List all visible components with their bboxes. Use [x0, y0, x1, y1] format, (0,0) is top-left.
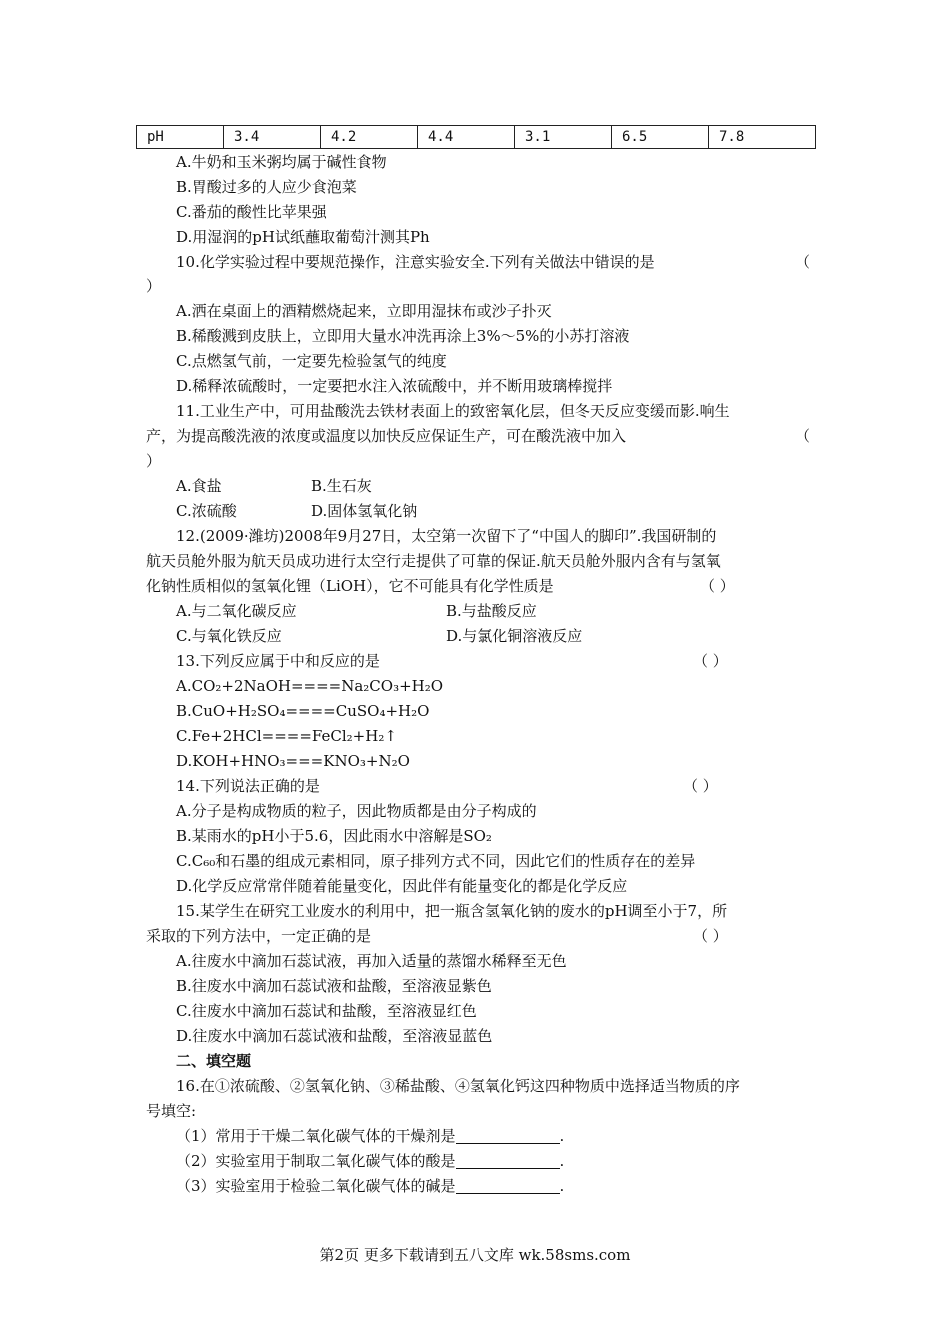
q16-sub-3: [176, 1175, 564, 1197]
answer-blank[interactable]: [456, 1177, 560, 1194]
ph-value-cell: 4.2: [321, 126, 418, 149]
answer-blank[interactable]: [456, 1127, 560, 1144]
ph-value-cell: 7.8: [709, 126, 816, 149]
ph-value-cell: 6.5: [612, 126, 709, 149]
q13-option-d: D.KOH+HNO₃===KNO₃+N₂O: [176, 752, 410, 770]
q15-stem-line2: 采取的下列方法中，一定正确的是: [146, 927, 372, 945]
q12-stem-line3: 化钠性质相似的氢氧化锂（LiOH），它不可能具有化学性质是: [146, 577, 554, 595]
q13-option-b: B.CuO+H₂SO₄====CuSO₄+H₂O: [176, 702, 430, 720]
q9-option-b: B.胃酸过多的人应少食泡菜: [176, 178, 357, 196]
q10-option-a: A.洒在桌面上的酒精燃烧起来，立即用湿抹布或沙子扑灭: [176, 302, 552, 320]
q14-answer-paren: （ ）: [683, 777, 718, 795]
q15-option-b: B.往废水中滴加石蕊试液和盐酸，至溶液显紫色: [176, 977, 492, 995]
q9-option-d: D.用湿润的pH试纸蘸取葡萄汁测其Ph: [176, 228, 430, 246]
q15-answer-paren: （ ）: [693, 927, 728, 945]
q11-option-b: B.生石灰: [311, 477, 372, 495]
q13-option-c: C.Fe+2HCl====FeCl₂+H₂↑: [176, 727, 397, 745]
q12-option-c: C.与氧化铁反应: [176, 627, 282, 645]
q14-option-d: D.化学反应常常伴随着能量变化，因此伴有能量变化的都是化学反应: [176, 877, 628, 895]
q16-stem-line2: 号填空:: [146, 1102, 197, 1120]
q10-option-c: C.点燃氢气前，一定要先检验氢气的纯度: [176, 352, 447, 370]
ph-value-cell: 3.4: [224, 126, 321, 149]
section-heading-fill-in: 二、填空题: [176, 1052, 252, 1070]
q11-option-a: A.食盐: [176, 477, 222, 495]
ph-table: [136, 125, 816, 149]
q11-paren-open: （: [795, 427, 811, 445]
q12-option-b: B.与盐酸反应: [446, 602, 537, 620]
q16-sub-1: [176, 1125, 564, 1147]
q13-stem: 13.下列反应属于中和反应的是: [176, 652, 380, 670]
q16-stem-line1: 16.在①浓硫酸、②氢氧化钠、③稀盐酸、④氢氧化钙这四种物质中选择适当物质的序: [176, 1077, 740, 1095]
q12-option-d: D.与氯化铜溶液反应: [446, 627, 583, 645]
q12-option-a: A.与二氧化碳反应: [176, 602, 297, 620]
q16-sub-1-end: .: [559, 1127, 565, 1145]
q15-option-d: D.往废水中滴加石蕊试液和盐酸，至溶液显蓝色: [176, 1027, 493, 1045]
q16-sub-3-text: （3）实验室用于检验二氧化碳气体的碱是: [176, 1177, 456, 1195]
q11-paren-close: ）: [146, 452, 162, 470]
q13-answer-paren: （ ）: [693, 652, 728, 670]
q11-stem-line1: 11.工业生产中，可用盐酸洗去铁材表面上的致密氧化层，但冬天反应变缓而影.响生: [176, 402, 730, 420]
q10-option-d: D.稀释浓硫酸时，一定要把水注入浓硫酸中，并不断用玻璃棒搅拌: [176, 377, 613, 395]
q16-sub-2: [176, 1150, 564, 1172]
q14-stem: 14.下列说法正确的是: [176, 777, 320, 795]
q14-option-a: A.分子是构成物质的粒子，因此物质都是由分子构成的: [176, 802, 537, 820]
q15-stem-line1: 15.某学生在研究工业废水的利用中，把一瓶含氢氧化钠的废水的pH调至小于7，所: [176, 902, 728, 920]
q14-option-b: B.某雨水的pH小于5.6，因此雨水中溶解是SO₂: [176, 827, 492, 845]
q15-option-c: C.往废水中滴加石蕊试和盐酸，至溶液显红色: [176, 1002, 477, 1020]
q10-option-b: B.稀酸溅到皮肤上，立即用大量水冲洗再涂上3%～5%的小苏打溶液: [176, 327, 630, 345]
q16-sub-2-end: .: [559, 1152, 565, 1170]
ph-label-cell: pH: [137, 126, 224, 149]
q11-option-c: C.浓硫酸: [176, 502, 237, 520]
ph-table-row: [137, 126, 816, 149]
q11-stem-line2: 产，为提高酸洗液的浓度或温度以加快反应保证生产，可在酸洗液中加入: [146, 427, 627, 445]
q13-option-a: A.CO₂+2NaOH====Na₂CO₃+H₂O: [176, 677, 444, 695]
q16-sub-1-text: （1）常用于干燥二氧化碳气体的干燥剂是: [176, 1127, 456, 1145]
answer-blank[interactable]: [456, 1152, 560, 1169]
q9-option-c: C.番茄的酸性比苹果强: [176, 203, 327, 221]
q14-option-c: C.C₆₀和石墨的组成元素相同，原子排列方式不同，因此它们的性质存在的差异: [176, 852, 696, 870]
q16-sub-2-text: （2）实验室用于制取二氧化碳气体的酸是: [176, 1152, 456, 1170]
q16-sub-3-end: .: [559, 1177, 565, 1195]
q10-paren-close: ）: [146, 277, 162, 295]
ph-value-cell: 4.4: [418, 126, 515, 149]
page-footer: 第2页 更多下载请到五八文库 wk.58sms.com: [319, 1246, 631, 1264]
q12-answer-paren: （ ）: [700, 577, 735, 595]
q10-paren-open: （: [795, 253, 811, 271]
q12-stem-line2: 航天员舱外服为航天员成功进行太空行走提供了可靠的保证.航天员舱外服内含有与氢氧: [146, 552, 721, 570]
ph-value-cell: 3.1: [515, 126, 612, 149]
q10-stem: 10.化学实验过程中要规范操作，注意实验安全.下列有关做法中错误的是: [176, 253, 655, 271]
q12-stem-line1: 12.(2009·潍坊)2008年9月27日，太空第一次留下了“中国人的脚印”.我国研制的: [176, 527, 717, 545]
q11-option-d: D.固体氢氧化钠: [311, 502, 418, 520]
q15-option-a: A.往废水中滴加石蕊试液，再加入适量的蒸馏水稀释至无色: [176, 952, 567, 970]
q9-option-a: A.牛奶和玉米粥均属于碱性食物: [176, 153, 387, 171]
